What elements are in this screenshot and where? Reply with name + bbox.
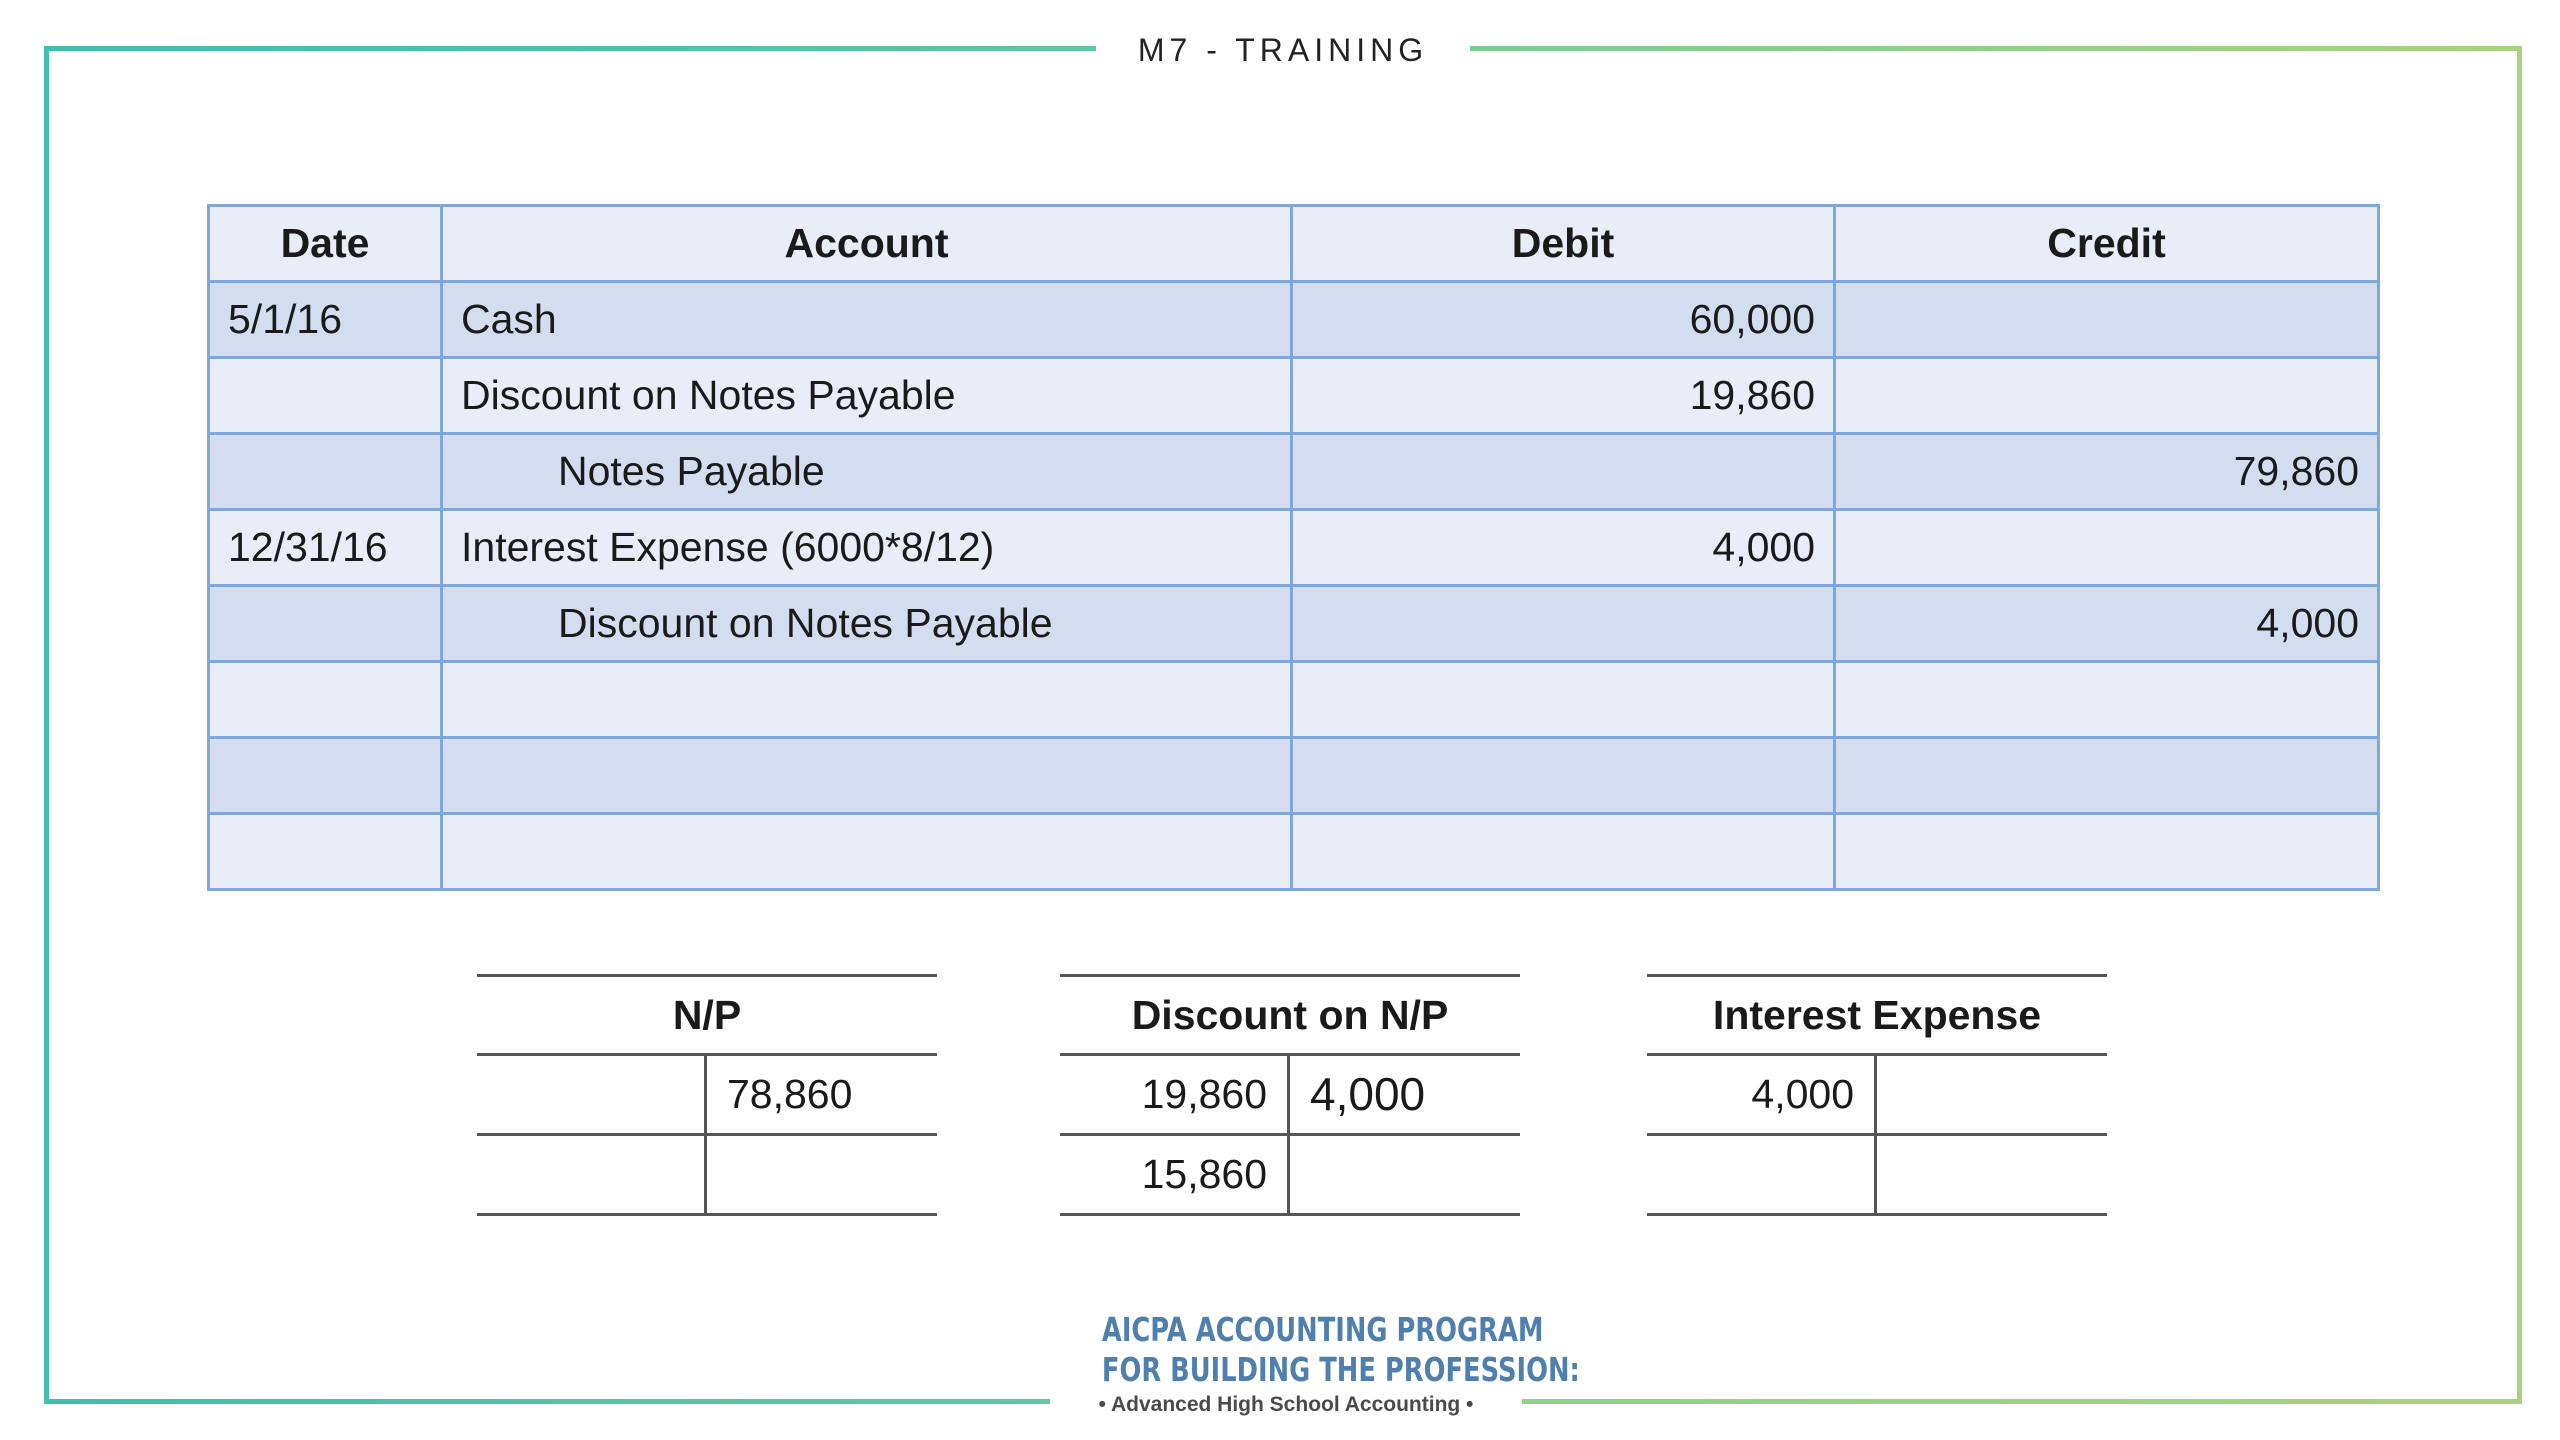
frame-top-left-border <box>44 46 1096 51</box>
journal-row <box>209 358 2379 434</box>
t-account-notes-payable <box>477 974 937 1216</box>
cell-credit <box>1835 282 2379 358</box>
cell-debit: 60,000 <box>1292 282 1835 358</box>
frame-top-right-border <box>1470 46 2522 51</box>
frame-left-border <box>44 46 49 1404</box>
journal-row <box>209 662 2379 738</box>
column-header-debit: Debit <box>1292 206 1835 282</box>
cell-credit <box>1835 358 2379 434</box>
t-account-row <box>477 1056 937 1136</box>
journal-header-row <box>209 206 2379 282</box>
cell-credit: 4,000 <box>1835 586 2379 662</box>
cell-credit <box>1835 814 2379 890</box>
journal-table <box>207 204 2380 891</box>
journal-row <box>209 510 2379 586</box>
cell-account: Discount on Notes Payable <box>442 586 1292 662</box>
t-account-debit <box>477 1136 707 1213</box>
cell-account <box>442 814 1292 890</box>
cell-date <box>209 814 442 890</box>
cell-account <box>442 738 1292 814</box>
logo-line-1: AICPA ACCOUNTING PROGRAM <box>1101 1310 1544 1349</box>
t-account-row <box>1647 1056 2107 1136</box>
t-account-title: Interest Expense <box>1647 974 2107 1056</box>
cell-debit <box>1292 434 1835 510</box>
t-account-credit <box>1877 1056 2107 1133</box>
logo-line-2: FOR BUILDING THE PROFESSION: <box>1101 1350 1580 1389</box>
cell-date <box>209 738 442 814</box>
cell-account: Notes Payable <box>442 434 1292 510</box>
t-account-title: Discount on N/P <box>1060 974 1520 1056</box>
t-account-credit: 4,000 <box>1310 1068 1426 1120</box>
journal-row <box>209 282 2379 358</box>
t-account-title: N/P <box>477 974 937 1056</box>
cell-date: 12/31/16 <box>209 510 442 586</box>
journal-row <box>209 738 2379 814</box>
cell-credit <box>1835 738 2379 814</box>
cell-date <box>209 434 442 510</box>
cell-credit <box>1835 510 2379 586</box>
t-account-row <box>1060 1136 1520 1216</box>
frame-right-border <box>2517 46 2522 1404</box>
journal-row <box>209 434 2379 510</box>
aicpa-logo <box>1050 1310 1580 1420</box>
t-account-credit <box>1877 1136 2107 1213</box>
cell-account: Cash <box>442 282 1292 358</box>
cell-debit: 19,860 <box>1292 358 1835 434</box>
t-account-debit: 19,860 <box>1060 1056 1290 1133</box>
t-account-debit <box>477 1056 707 1133</box>
column-header-credit: Credit <box>1835 206 2379 282</box>
cell-debit <box>1292 662 1835 738</box>
t-account-credit <box>1290 1136 1520 1213</box>
t-account-debit: 15,860 <box>1060 1136 1290 1213</box>
t-account-credit: 78,860 <box>727 1071 853 1117</box>
t-account-row <box>477 1136 937 1216</box>
cell-credit <box>1835 662 2379 738</box>
cell-account: Interest Expense (6000*8/12) <box>442 510 1292 586</box>
cell-debit <box>1292 738 1835 814</box>
cell-date <box>209 586 442 662</box>
t-account-debit <box>1647 1136 1877 1213</box>
cell-debit <box>1292 814 1835 890</box>
t-account-interest-expense <box>1647 974 2107 1216</box>
cell-debit: 4,000 <box>1292 510 1835 586</box>
t-account-debit: 4,000 <box>1647 1056 1877 1133</box>
cell-account: Discount on Notes Payable <box>442 358 1292 434</box>
journal-row <box>209 814 2379 890</box>
cell-credit: 79,860 <box>1835 434 2379 510</box>
t-account-credit <box>707 1136 937 1213</box>
frame-bottom-left-border <box>44 1399 1050 1404</box>
logo-tagline: • Advanced High School Accounting • <box>1098 1393 1474 1416</box>
cell-account <box>442 662 1292 738</box>
cell-date: 5/1/16 <box>209 282 442 358</box>
column-header-account: Account <box>442 206 1292 282</box>
t-account-row <box>1060 1056 1520 1136</box>
column-header-date: Date <box>209 206 442 282</box>
cell-debit <box>1292 586 1835 662</box>
slide-title: M7 - TRAINING <box>1137 32 1429 68</box>
t-account-discount-on-np <box>1060 974 1520 1216</box>
cell-date <box>209 662 442 738</box>
t-account-row <box>1647 1136 2107 1216</box>
journal-row <box>209 586 2379 662</box>
frame-bottom-right-border <box>1522 1399 2522 1404</box>
cell-date <box>209 358 442 434</box>
